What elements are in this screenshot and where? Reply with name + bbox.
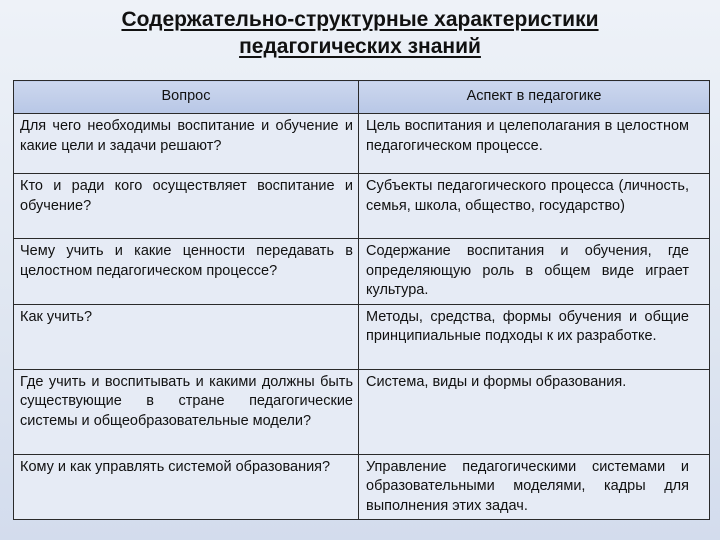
aspect-cell: Методы, средства, формы обучения и общие принципиальные подходы к их разработке. bbox=[359, 304, 710, 369]
question-cell: Чему учить и какие ценности передавать в целостном педагогическом процессе? bbox=[14, 239, 359, 305]
aspect-cell: Содержание воспитания и обучения, где определяющую роль в общем виде играет культура. bbox=[359, 239, 710, 305]
table-row bbox=[14, 239, 710, 305]
table-row bbox=[14, 114, 710, 174]
table-header-row bbox=[14, 81, 710, 114]
question-cell: Для чего необходимы воспитание и обучение и какие цели и задачи решают? bbox=[14, 114, 359, 174]
aspect-cell: Управление педагогическими системами и образовательными моделями, кадры для выполнения этих задач. bbox=[359, 454, 710, 520]
question-cell: Как учить? bbox=[14, 304, 359, 369]
column-header-aspect: Аспект в педагогике bbox=[359, 81, 710, 114]
page-title bbox=[0, 6, 720, 60]
column-header-question: Вопрос bbox=[14, 81, 359, 114]
aspect-cell: Субъекты педагогического процесса (личность, семья, школа, общество, государство) bbox=[359, 174, 710, 239]
page-title-line-1: Содержательно-структурные характеристики bbox=[121, 8, 599, 31]
table-row bbox=[14, 369, 710, 454]
table-row bbox=[14, 454, 710, 520]
question-cell: Кто и ради кого осуществляет воспитание и обучение? bbox=[14, 174, 359, 239]
page-title-line-2: педагогических знаний bbox=[239, 35, 481, 58]
aspect-cell: Система, виды и формы образования. bbox=[359, 369, 710, 454]
table-row bbox=[14, 304, 710, 369]
characteristics-table bbox=[13, 80, 710, 520]
question-cell: Где учить и воспитывать и какими должны быть существующие в стране педагогические системы и общеобразовательные модели? bbox=[14, 369, 359, 454]
aspect-cell: Цель воспитания и целеполагания в целостном педагогическом процессе. bbox=[359, 114, 710, 174]
question-cell: Кому и как управлять системой образования? bbox=[14, 454, 359, 520]
table-row bbox=[14, 174, 710, 239]
